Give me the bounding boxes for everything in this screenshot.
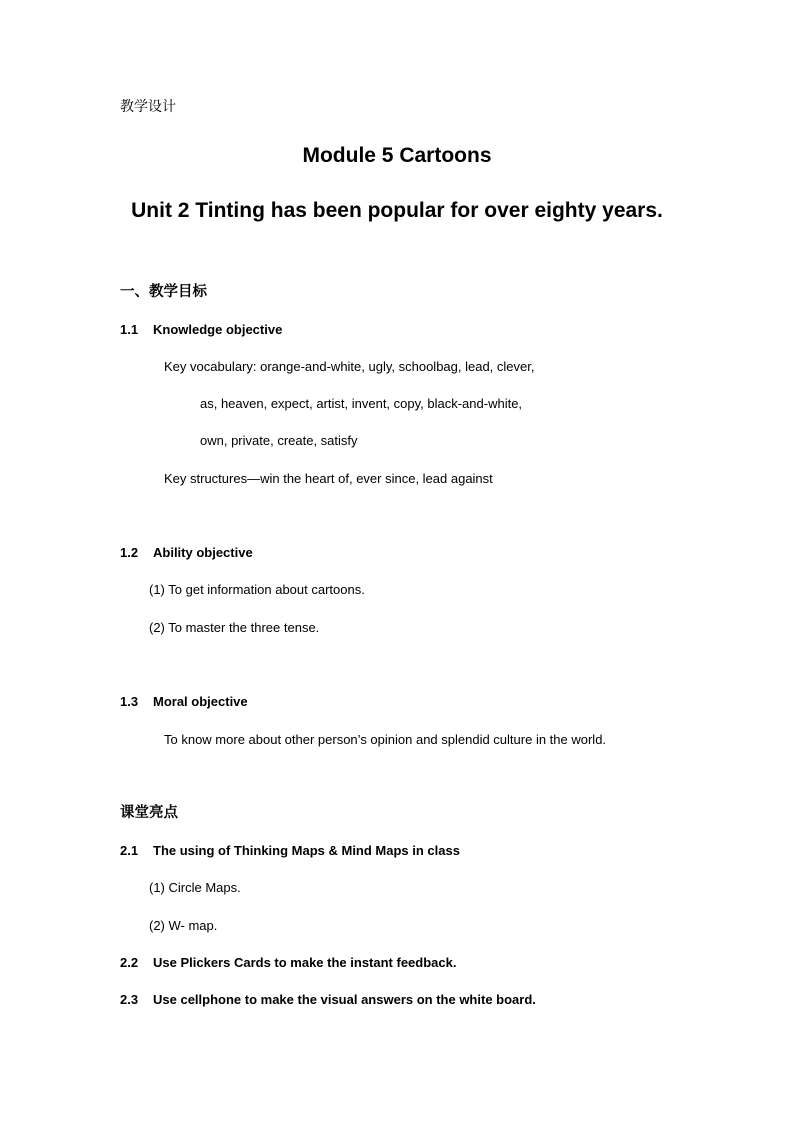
subheading-number: 2.1 [120,843,139,858]
subheading-number: 1.1 [120,322,139,337]
highlight-sub-item-1: (1) Circle Maps. [149,880,241,895]
subheading-ability-objective [120,546,253,559]
ability-item-2: (2) To master the three tense. [149,620,320,635]
subheading-title: The using of Thinking Maps & Mind Maps in class [153,843,460,858]
subheading-title: Ability objective [153,545,253,560]
vocab-line-1: Key vocabulary: orange-and-white, ugly, schoolbag, lead, clever, [164,359,535,374]
subheading-title: Knowledge objective [153,322,283,337]
subheading-number: 2.3 [120,992,139,1007]
section-heading-highlights: 课堂亮点 [120,805,178,821]
moral-text: To know more about other person’s opinion and splendid culture in the world. [164,732,607,747]
subheading-number: 1.2 [120,545,139,560]
document-label: 教学设计 [120,98,176,114]
subheading-title: Moral objective [153,694,248,709]
highlight-sub-item-2: (2) W- map. [149,918,218,933]
vocab-line-2: as, heaven, expect, artist, invent, copy, black-and-white, [200,396,523,411]
subheading-title: Use cellphone to make the visual answers on the white board. [153,992,536,1007]
key-structures: Key structures—win the heart of, ever since, lead against [164,471,493,486]
section-heading-objectives: 一、教学目标 [120,284,207,300]
page-title: Module 5 Cartoons [302,144,492,167]
subheading-number: 2.2 [120,955,139,970]
ability-item-1: (1) To get information about cartoons. [149,582,365,597]
subheading-moral-objective [120,695,248,708]
highlight-thinking-maps [120,844,460,857]
page-subtitle: Unit 2 Tinting has been popular for over eighty years. [131,199,663,222]
subheading-knowledge-objective [120,323,282,336]
subheading-number: 1.3 [120,694,139,709]
vocab-line-3: own, private, create, satisfy [200,433,358,448]
highlight-plickers [120,956,456,969]
highlight-cellphone [120,993,536,1006]
subheading-title: Use Plickers Cards to make the instant feedback. [153,955,457,970]
